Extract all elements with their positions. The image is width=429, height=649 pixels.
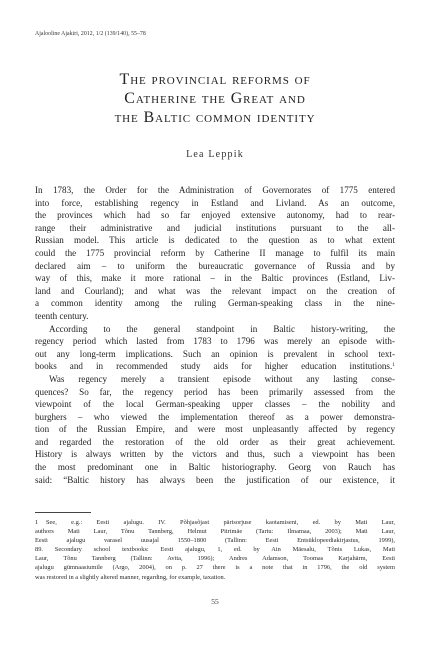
body-line: teenth century. [35,310,89,321]
title-line: The provincial reforms of [119,71,311,88]
author-name: Lea Leppik [186,149,244,160]
body-text [35,184,395,486]
body-line: Russian model. This article is dedicated to the question as to what extent [35,235,395,246]
article-title [35,70,395,127]
body-line: the most predominant one in Baltic historiography. Georg von Rauch has [35,462,395,473]
footnote-line: ajalugu gümnaasiumile (Argo, 2004), on p. 27 there is a note that in 1796, the old system [35,564,395,572]
title-line: Catherine the Great and [124,90,306,107]
body-line: History is always written by the victors and thus, such a viewpoint has been [35,449,395,460]
body-line: and regarded the restoration of the old order as their great achievement. [35,436,395,447]
body-line: out any long-term implications. Such an opinion is prevalent in school text- [35,348,395,359]
body-line-text: books and in recommended study aids for higher education institutions. [35,361,393,372]
footnote-line-with-mark [35,518,395,527]
body-line: a common identity among the ruling German-speaking class in the nine- [35,298,395,309]
footnote-line: authors Mati Laur, Tõnu Tannberg, Helmut Piirimäe (Tartu: Ilmamaa, 2003); Mati Laur, [35,528,395,536]
footnote-line: 89. Secondary school textbooks: Eesti ajalugu, 1, ed. by Ain Mäesalu, Tõnis Lukas, Mati [35,546,395,554]
footnote-line: Eesti ajalugu varasel uusajal 1550–1800 (Tallinn: Eesti Entsüklopeediakirjastus, 1999), [35,537,395,545]
body-line: regency period which lasted from 1783 to 1796 was merely an episode with- [35,336,395,347]
footnote-mark: 1 [35,519,39,526]
footnote [35,518,395,582]
body-line: into force, establishing regency in Estland and Livland. As an outcome, [35,197,395,208]
page-number: 55 [211,597,219,606]
footnote-line-text: See, e.g.: Eesti ajalugu. IV. Põhjasõjast pärisorjuse kaotamiseni, ed. by Mati Laur, [46,519,395,526]
body-line: burghers – who viewed the implementation thereof as a power demonstra- [35,411,395,422]
title-line: the Baltic common identity [114,109,316,126]
body-line: According to the general standpoint in Baltic history-writing, the [49,323,395,334]
body-line-with-ref [35,360,395,373]
body-line: the provinces which had so far enjoyed extensive autonomy, had to rear- [35,210,395,221]
body-line: could the 1775 provincial reform by Catherine II manage to fulfil its main [35,247,395,258]
body-line: land and Courland); and what was the relevant impact on the creation of [35,285,395,296]
body-line: viewpoint of the local German-speaking upper classes – the nobility and [35,399,395,410]
footnote-line: Laur, Tõnu Tannberg (Tallinn: Avita, 1996); Andres Adamson, Toomas Karjahärm, Eesti [35,555,395,563]
footnote-reference[interactable]: 1 [392,362,395,369]
running-header: Ajalooline Ajakiri, 2012, 1/2 (139/140), 55–78 [35,31,146,37]
body-line: In 1783, the Order for the Administration of Governorates of 1775 entered [35,185,395,195]
body-line: said: “Baltic history has always been the justification of our existence, it [35,474,395,485]
footnote-line: was restored in a slightly altered manner, regarding, for example, taxation. [35,573,226,581]
body-line: way of this, make it more rational – in the Baltic provinces (Estland, Liv- [35,273,395,284]
footnote-divider [35,512,91,513]
body-line: tion of the Russian Empire, and were most unpleasantly affected by regency [35,424,395,435]
body-line: declared aim – to uniform the bureaucratic governance of Russia and by [35,260,395,271]
body-line: Was regency merely a transient episode without any lasting conse- [49,373,395,384]
body-line: quences? So far, the regency period has been primarily assessed from the [35,386,395,397]
body-line: range their administrative and judicial institutions pursuant to the all- [35,222,395,233]
